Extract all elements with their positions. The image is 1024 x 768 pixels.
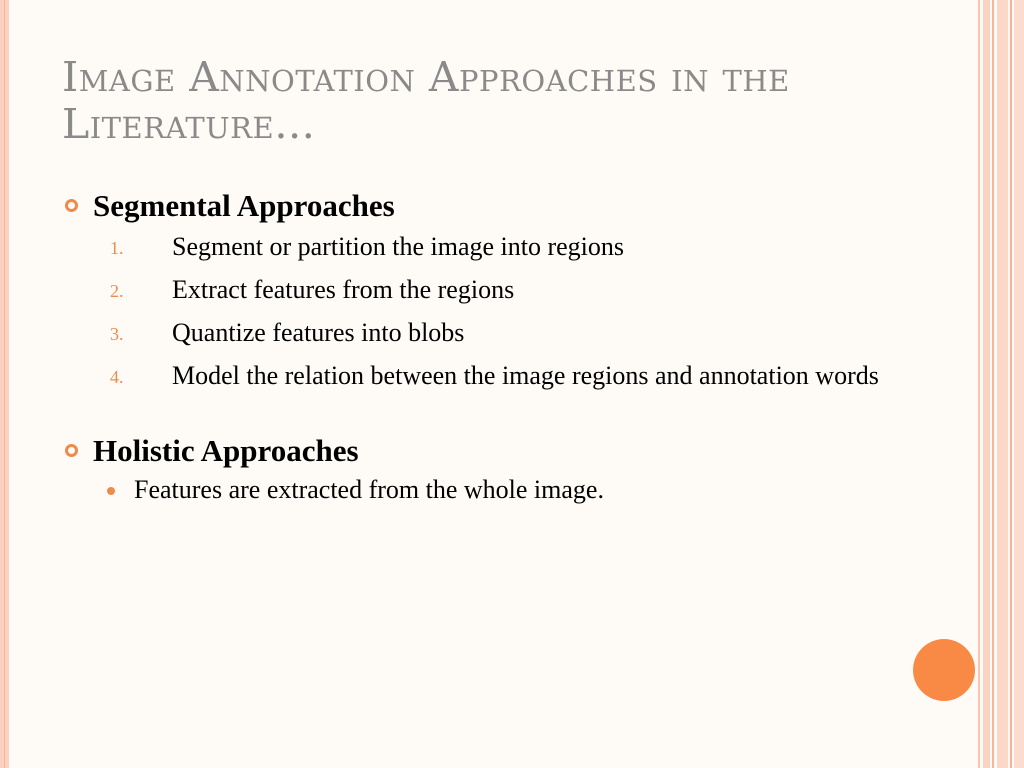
list-item xyxy=(62,473,942,507)
list-item xyxy=(62,273,942,307)
left-border-decoration xyxy=(0,0,9,768)
right-stripe-decoration xyxy=(1014,0,1024,768)
list-number: 1. xyxy=(110,238,124,258)
dot-bullet-icon xyxy=(107,487,115,495)
slide-title: Image Annotation Approaches in the Literature… xyxy=(62,53,790,148)
ring-bullet-icon xyxy=(65,199,78,212)
section-heading-text: Segmental Approaches xyxy=(93,188,395,223)
list-item xyxy=(62,230,942,264)
list-item-text: Segment or partition the image into regions xyxy=(172,232,625,261)
ring-bullet-icon xyxy=(65,444,78,457)
section-heading-segmental xyxy=(62,186,942,226)
list-number: 3. xyxy=(110,324,124,344)
holistic-list xyxy=(62,473,942,507)
list-item-text: Quantize features into blobs xyxy=(172,318,465,347)
list-item xyxy=(62,359,942,393)
right-stripe-decoration xyxy=(997,0,1008,768)
list-item-text: Features are extracted from the whole image. xyxy=(134,475,604,504)
list-number: 2. xyxy=(110,281,124,301)
list-item-text: Model the relation between the image regions and annotation words xyxy=(172,361,879,390)
orange-circle-decoration xyxy=(913,639,975,701)
right-stripe-decoration xyxy=(1010,0,1012,768)
segmental-steps-list xyxy=(62,230,942,393)
slide-content xyxy=(62,186,942,507)
right-stripe-decoration xyxy=(978,0,980,768)
list-item-text: Extract features from the regions xyxy=(172,275,515,304)
list-item xyxy=(62,316,942,350)
right-stripe-decoration xyxy=(992,0,994,768)
spacer xyxy=(62,393,942,431)
right-stripe-decoration xyxy=(983,0,990,768)
section-heading-holistic xyxy=(62,431,942,471)
list-number: 4. xyxy=(110,367,124,387)
section-heading-text: Holistic Approaches xyxy=(93,433,359,468)
